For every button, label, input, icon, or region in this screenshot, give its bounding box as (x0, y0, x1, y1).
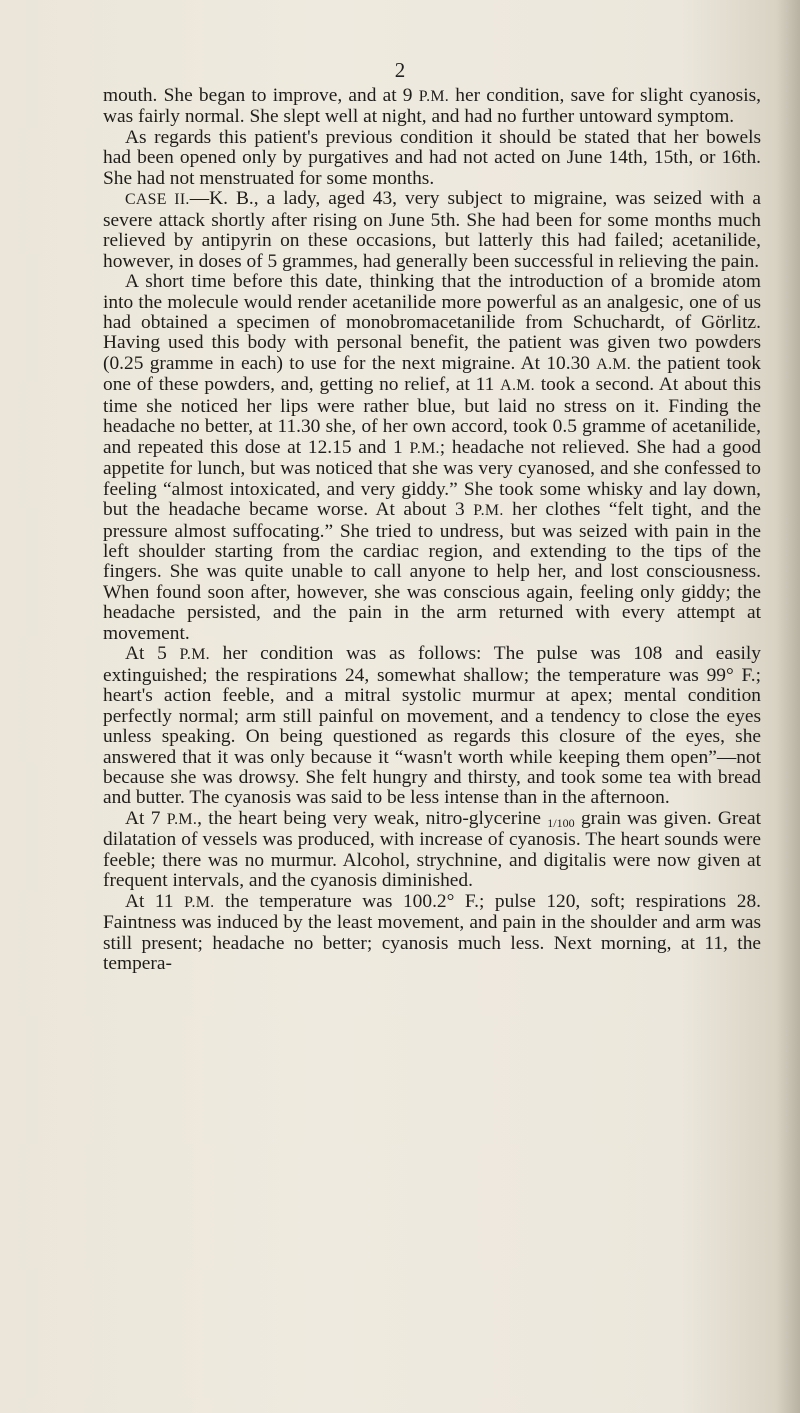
text-run: At 5 (125, 643, 180, 665)
small-caps-text: P.M. (179, 646, 210, 664)
page-number: 2 (394, 58, 406, 82)
fraction: 1/100 (547, 815, 575, 830)
text-run: the patient took one of these powders, and, getting no relief, at 11 (103, 352, 761, 396)
text-run: A short time before this date, thinking that the introduction of a bromide atom into the molecule would render acetanilide more powerful as an analgesic, one of us had obtained a specimen of monobromacetanilide from Schuchardt, of Görlitz. Having used this body with personal benefit, the patient was given two powders (0.25 gramme in each) to use for the next migraine. At 10.30 (103, 271, 761, 374)
text-run: , the heart being very weak, nitro-glycerine (197, 807, 548, 829)
text-run: her condition, save for slight cyanosis, was fairly normal. She slept well at night, and had no further untoward symptom. (103, 85, 761, 128)
body-text (103, 86, 761, 974)
text-run: As regards this patient's previous condition it should be stated that her bowels had been opened only by purgatives and had not acted on June 14th, 15th, or 16th. She had not menstruated for some months. (103, 126, 761, 189)
text-run: her clothes “felt tight, and the pressure almost suffocating.” She tried to undress, but was seized with pain in the left shoulder starting from the cardiac region, and extending to the tips of the fingers. She was quite unable to call anyone to help her, and lost consciousness. When found soon after, however, she was conscious again, feeling only giddy; the headache persisted, and the pain in the arm returned with every attempt at movement. (103, 499, 761, 644)
small-caps-text: P.M. (409, 439, 440, 457)
paragraph-11pm-status (103, 892, 761, 975)
text-run: grain was given. Great dilatation of vessels was produced, with increase of cyanosis. The heart sounds were feeble; there was no murmur. Alcohol, strychnine, and digitalis were now given at frequent intervals, and the cyanosis diminished. (103, 807, 761, 892)
paragraph-5pm-condition (103, 644, 761, 809)
small-caps-text: P.M. (166, 810, 198, 828)
text-run: mouth. She began to improve, and at 9 (103, 85, 419, 106)
text-run: —K. B., a lady, aged 43, very subject to migraine, was seized with a severe attack shortly after rising on June 5th. She had been for some months much relieved by antipyrin on these occasions, but latterly this had failed; acetanilide, however, in doses of 5 grammes, had generally been successful in relieving the pain. (103, 188, 761, 272)
text-run: At 11 (125, 890, 185, 912)
paragraph-7pm-treatment (103, 809, 761, 892)
text-run: At 7 (125, 807, 167, 829)
small-caps-text: P.M. (418, 88, 450, 105)
small-caps-text: A.M. (500, 377, 535, 395)
paragraph-case1-conclusion (103, 86, 761, 128)
text-run: the temperature was 100.2° F.; pulse 120, soft; respirations 28. Faintness was induced by the least movement, and pain in the shoulder and arm was still present; headache no better; cyanosis much less. Next morning, at 11, the tempera- (103, 890, 761, 975)
text-run: her condition was as follows: The pulse was 108 and easily extinguished; the respirations 24, somewhat shallow; the temperature was 99° F.; heart's action feeble, and a mitral systolic murmur at apex; mental condition perfectly normal; arm still painful on movement, and a tendency to close the eyes unless speaking. On being questioned as regards this closure of the eyes, she answered that it was only because it “wasn't worth while keeping them open”—not because she was drowsy. She felt hungry and thirsty, and took some tea with bread and butter. The cyanosis was said to be less intense than in the afternoon. (103, 643, 761, 809)
small-caps-text: CASE II. (125, 191, 190, 209)
small-caps-text: P.M. (473, 502, 504, 520)
text-run: ; headache not relieved. She had a good appetite for lunch, but was noticed that she was very cyanosed, and she confessed to feeling “almost intoxicated, and very giddy.” She took some whisky and lay down, but the headache became worse. At about 3 (103, 436, 761, 521)
small-caps-text: A.M. (596, 355, 632, 373)
small-caps-text: P.M. (184, 893, 215, 911)
paragraph-previous-condition (103, 128, 761, 189)
paragraph-case2-history (103, 189, 761, 272)
text-run: took a second. At about this time she noticed her lips were rather blue, but laid no stress on it. Finding the headache no better, at 11.30 she, of her own accord, took 0.5 gramme of acetanilide, and repeated this dose at 12.15 and 1 (103, 374, 761, 458)
paragraph-case2-onset (103, 272, 761, 644)
